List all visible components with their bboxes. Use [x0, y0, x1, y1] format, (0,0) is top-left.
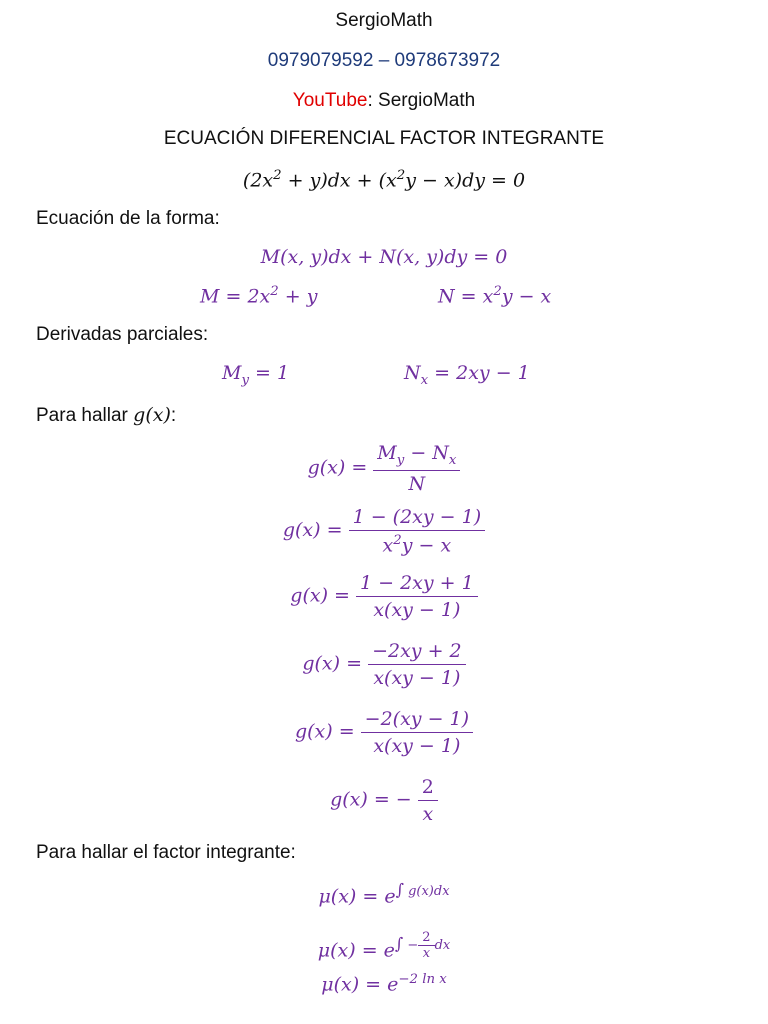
g2-numerator: 1 − (2xy − 1) [349, 506, 486, 531]
label-form: Ecuación de la forma: [36, 208, 220, 229]
phone-numbers: 0979079592 – 0978673972 [267, 50, 501, 71]
main-eq-part-c: y − x)dy = 0 [405, 169, 526, 192]
youtube-line [0, 90, 768, 112]
n-def-exp: 2 [493, 284, 502, 299]
my-base: M [222, 362, 242, 384]
label-find-factor: Para hallar el factor integrante: [36, 842, 296, 863]
g5-fraction [361, 708, 473, 757]
author-name: SergioMath [335, 10, 433, 31]
label-find-g [36, 404, 176, 427]
nx-rhs: = 2xy − 1 [428, 362, 530, 384]
label-partials: Derivadas parciales: [36, 324, 209, 345]
integral-symbol: ∫ [395, 880, 404, 899]
g-step-4 [0, 640, 768, 689]
mu2-lhs: μ(x) = e [317, 939, 395, 962]
find-g-function: g(x) [133, 404, 171, 426]
main-equation [0, 168, 768, 191]
g3-lhs: g(x) = [290, 584, 350, 607]
nx-derivative [404, 362, 530, 388]
m-def-lhs: M = 2x [200, 285, 271, 308]
mu-step-2 [0, 930, 768, 961]
n-definition [438, 284, 551, 307]
main-eq-exp-b: 2 [396, 168, 406, 183]
integral-symbol: ∫ [394, 934, 404, 953]
g3-denominator: x(xy − 1) [373, 599, 461, 621]
g4-lhs: g(x) = [302, 652, 363, 675]
mu-step-3 [0, 972, 768, 995]
mu1-lhs: μ(x) = e [318, 885, 396, 908]
youtube-channel: SergioMath [378, 90, 476, 111]
document-title: ECUACIÓN DIFERENCIAL FACTOR INTEGRANTE [163, 128, 605, 149]
my-rhs: = 1 [248, 362, 290, 384]
g-step-5 [0, 708, 768, 757]
main-eq-exp-a: 2 [273, 168, 282, 183]
g1-fraction [373, 442, 460, 495]
g6-denominator: x [422, 803, 434, 825]
main-eq-part-b: + y)dx + (x [281, 169, 397, 192]
g4-denominator: x(xy − 1) [373, 667, 461, 689]
g4-numerator: −2xy + 2 [368, 640, 466, 665]
g-step-2 [0, 506, 768, 556]
mu2-exponent: ∫ − 2 x dx [394, 930, 451, 961]
g2-denominator: $x^2y - x$ [382, 533, 452, 557]
mu-step-1 [0, 880, 768, 907]
g-step-3 [0, 572, 768, 621]
youtube-separator: : [367, 90, 373, 111]
g3-numerator: 1 − 2xy + 1 [356, 572, 478, 597]
g1-numerator: $M_y - N_x$ [373, 442, 460, 471]
g3-fraction [356, 572, 478, 621]
mu2-fraction: $\frac{2}{x}$ [418, 930, 434, 961]
general-form-equation: M(x, y)dx + N(x, y)dy = 0 [260, 246, 508, 268]
g5-lhs: g(x) = [294, 720, 355, 743]
m-def-exp: 2 [270, 284, 279, 299]
g1-lhs: g(x) = [307, 456, 368, 479]
my-sub: y [241, 372, 249, 388]
g6-numerator: 2 [418, 776, 438, 801]
g-step-6 [0, 776, 768, 825]
g5-denominator: x(xy − 1) [373, 735, 461, 757]
nx-base: N [404, 362, 421, 384]
find-g-colon: : [170, 405, 177, 426]
mu3-exponent: −2 ln x [398, 972, 447, 987]
my-derivative [222, 362, 289, 388]
nx-sub: x [420, 372, 429, 388]
g5-numerator: −2(xy − 1) [361, 708, 473, 733]
main-eq-part-a: (2x [242, 169, 274, 192]
g1-denominator: N [408, 472, 426, 495]
g-step-1 [0, 442, 768, 495]
mu3-lhs: μ(x) = e [321, 973, 399, 996]
find-g-text: Para hallar [36, 405, 128, 426]
g6-fraction [418, 776, 438, 825]
m-definition [200, 284, 317, 307]
mu1-exponent: ∫ g(x)dx [395, 880, 450, 899]
g2-lhs: g(x) = [282, 519, 343, 542]
m-def-rhs: + y [278, 285, 318, 308]
g2-fraction [349, 506, 486, 556]
n-def-rhs: y − x [501, 285, 552, 308]
youtube-label: YouTube [292, 90, 368, 111]
n-def-lhs: N = x [438, 285, 494, 308]
g6-lhs: g(x) = − [330, 788, 412, 811]
g4-fraction [368, 640, 466, 689]
